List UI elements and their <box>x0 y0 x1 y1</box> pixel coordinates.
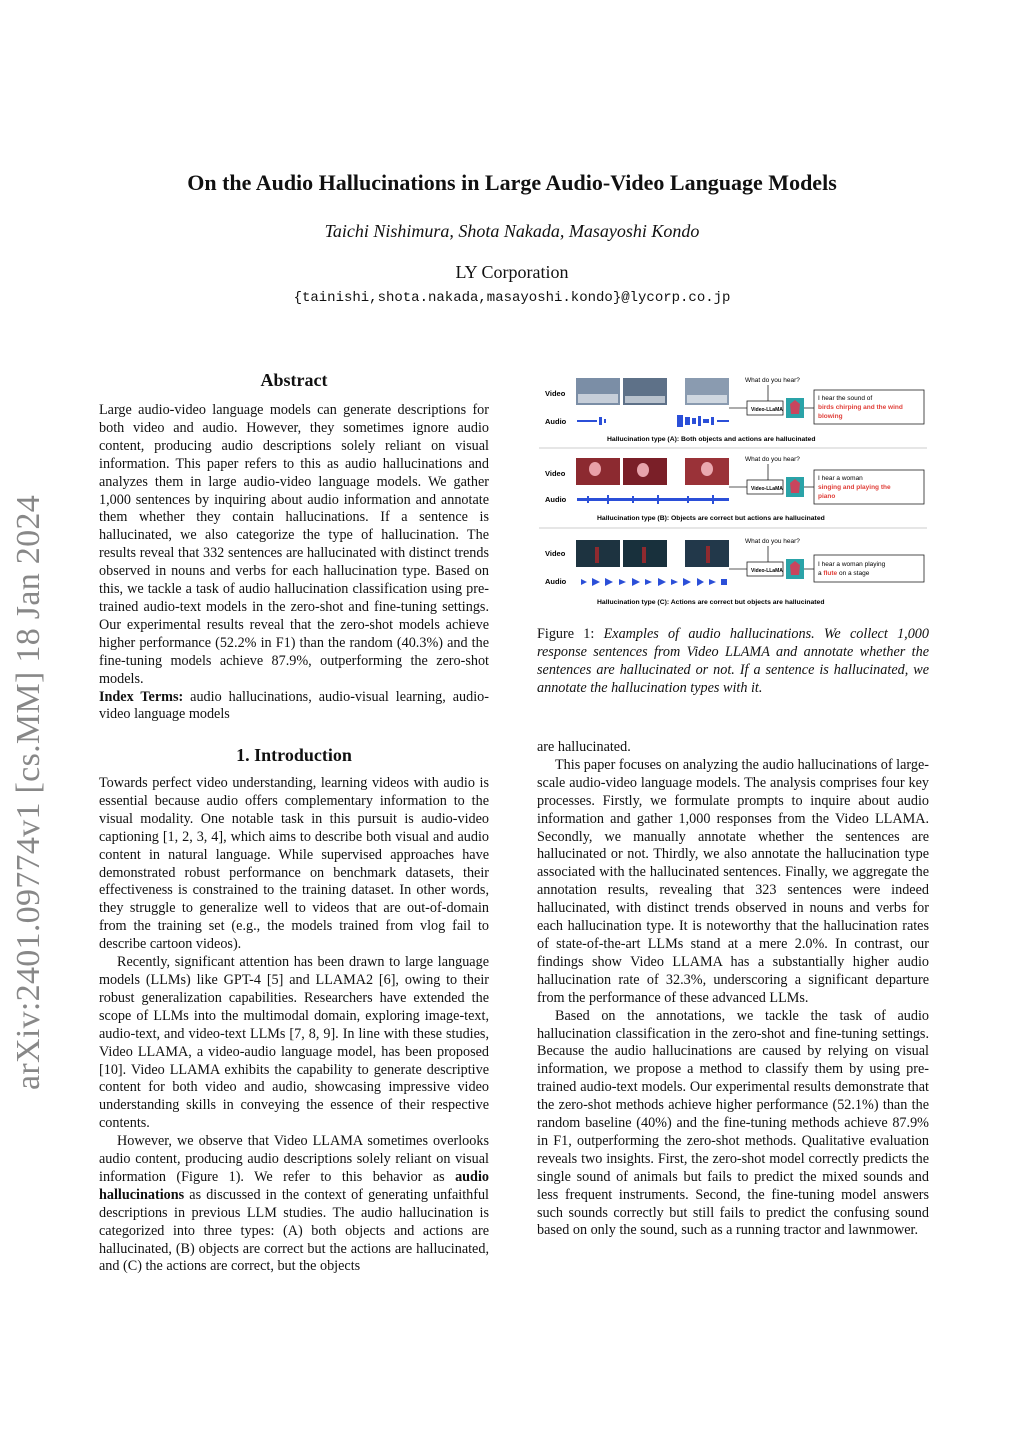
right-column-text <box>537 739 929 1240</box>
introduction-heading: 1. Introduction <box>236 745 352 765</box>
question-text: What do you hear? <box>745 456 800 463</box>
hallucination-type-label: Hallucination type (B): Objects are correct but actions are hallucinated <box>597 515 825 522</box>
question-text: What do you hear? <box>745 538 800 545</box>
caption-text: Examples of audio hallucinations. We collect 1,000 response sentences from Video LLAMA and annotate whether the sentences are hallucinated or not. If a sentence is hallucinated, we annotate the hallucination types with it. <box>537 626 929 696</box>
audio-label: Audio <box>545 495 567 504</box>
intro-paragraph-2: Recently, significant attention has been drawn to large language models (LLMs) like GPT-4 [5] and LLAMA2 [6], owing to their robust generalization capabilities. Researchers have extended the scope of LLMs into the multimodal domain, exploring image-text, audio-text, and video-text LLMs [7, 8, 9]. In line with these studies, Video LLAMA, a video-audio language model, has been proposed [10]. Video LLAMA exhibits the capability to generate descriptive content for both video and audio, showcasing impressive video understanding skills in conveying the essence of their respective contents. <box>99 954 489 1132</box>
model-label: Video-LLaMA <box>751 568 783 574</box>
response-text: a <box>818 570 824 577</box>
figure-1-graphic <box>537 374 929 614</box>
hallucinated-text: birds chirping and the wind <box>818 404 903 411</box>
hallucination-type-label: Hallucination type (C): Actions are correct but objects are hallucinated <box>597 599 825 606</box>
paper-title: On the Audio Hallucinations in Large Audio-Video Language Models <box>187 170 837 195</box>
hallucinated-text: piano <box>818 493 836 500</box>
hallucinated-text: blowing <box>818 413 843 420</box>
index-terms-label: Index Terms: <box>99 688 184 705</box>
arxiv-identifier: arXiv:2401.09774v1 [cs.MM] 18 Jan 2024 <box>10 494 47 1090</box>
response-text: on a stage <box>837 570 870 577</box>
video-label: Video <box>545 549 566 558</box>
audio-hallucinations-term: audio hallucinations <box>99 1168 489 1203</box>
caption-label: Figure 1: <box>537 626 595 642</box>
example-row-b <box>539 456 927 528</box>
response-line: I hear a woman <box>818 475 863 482</box>
video-label: Video <box>545 389 566 398</box>
affiliation: LY Corporation <box>455 262 569 282</box>
intro-paragraph-5: Based on the annotations, we tackle the task of audio hallucination classification in the zero-shot and fine-tuning settings. Because the audio hallucinations are caused by relying on visual information, we propose a method to classify them by using pre-trained audio-text models. Our experimental results demonstrate that the zero-shot methods achieve higher performance (52.1%) than the random baseline (40%) and the fine-tuning methods achieve 87.9% in F1, outperforming the zero-shot methods. Qualitative evaluation reveals two insights. First, the zero-shot model correctly predicts the single sound of animals but fails to predict the mixed sounds and less frequent instruments. Second, the fine-tuning model answers such sounds correctly but still fails to predict the confusing sound based on only the sound, such as a running tractor and lawnmower. <box>537 1007 929 1239</box>
figure-1-caption <box>537 626 929 698</box>
example-row-a <box>539 377 927 448</box>
audio-waveform <box>577 415 729 427</box>
figure-1 <box>537 374 929 614</box>
audio-label: Audio <box>545 417 567 426</box>
abstract-section <box>99 370 489 724</box>
audio-waveform <box>577 495 729 504</box>
intro-p3-start: However, we observe that Video LLAMA sometimes overlooks audio content, producing audio descriptions solely reliant on visual information (Figure 1). We refer to this behavior as <box>99 1133 489 1185</box>
abstract-text: Large audio-video language models can generate descriptions for both video and audio. However, they sometimes ignore audio content, producing audio descriptions solely reliant on visual information. This paper refers to this as audio hallucinations and analyzes them in large audio-video language models. We gather 1,000 sentences by inquiring about audio information and annotate them whether they contain hallucinations. If a sentence is hallucinated, we also categorize the type of hallucination. The results reveal that 332 sentences are hallucinated with distinct trends observed in nouns and verbs for each hallucination type. Based on this, we tackle a task of audio hallucination classification using pre-trained audio-text models in the zero-shot and fine-tuning settings. Our experimental results reveal that the zero-shot models achieve higher performance (52.2% in F1) than the random (40.3%) and the fine-tuning models achieve 87.9%, outperforming the zero-shot models. <box>99 402 489 687</box>
authors: Taichi Nishimura, Shota Nakada, Masayoshi Kondo <box>324 221 700 241</box>
question-text: What do you hear? <box>745 377 800 384</box>
intro-continuation: are hallucinated. <box>537 739 631 755</box>
response-line-2 <box>818 570 870 577</box>
hallucinated-text: singing and playing the <box>818 484 891 491</box>
intro-paragraph-1: Towards perfect video understanding, learning videos with audio is essential because audio offers complementary information to the visual modality. One notable task in this pursuit is audio-video captioning [1, 2, 3, 4], which aims to describe both visual and audio content in natural language. While supervised approaches have demonstrated robust performance on benchmark datasets, their effectiveness is constrained to the training dataset. In other words, they struggle to generalize well to videos that are out-of-domain from the training set (e.g., the models trained from vlog fail to describe cartoon videos). <box>99 775 489 953</box>
index-terms-text: audio hallucinations, audio-visual learning, audio-video language models <box>99 688 489 723</box>
emails: {tainishi,shota.nakada,masayoshi.kondo}@lycorp.co.jp <box>293 290 731 306</box>
intro-p3-end: as discussed in the context of generating unfaithful descriptions in previous LLM studies. The audio hallucination is categorized into three types: (A) both objects and actions are hallucinated, (B) objects are correct but the actions are hallucinated, and (C) the actions are correct, but the objects <box>99 1186 489 1275</box>
introduction-section <box>99 745 489 1276</box>
abstract-heading: Abstract <box>260 370 328 390</box>
response-line: I hear the sound of <box>818 395 873 402</box>
model-label: Video-LLaMA <box>751 407 783 413</box>
index-terms <box>99 689 489 725</box>
response-box <box>814 555 924 582</box>
audio-waveform <box>581 578 727 586</box>
hallucinated-text: flute <box>823 570 838 577</box>
example-row-c <box>545 538 924 606</box>
model-label: Video-LLaMA <box>751 486 783 492</box>
audio-label: Audio <box>545 577 567 586</box>
response-line: I hear a woman playing <box>818 561 886 568</box>
video-label: Video <box>545 469 566 478</box>
intro-paragraph-4: This paper focuses on analyzing the audio hallucinations of large-scale audio-video language models. The analysis comprises four key processes. Firstly, we formulate prompts to inquire about audio information and gather 1,000 responses from the Video LLAMA. Secondly, we manually annotate whether the sentences are hallucinated or not. Thirdly, we also annotate the hallucination type associated with the hallucinated sentences. Finally, we aggregate the annotation results, revealing that 323 sentences were indeed hallucinated, with distinct trends observed in nouns and verbs for each hallucination type. It is noteworthy that the hallucination rates of state-of-the-art LLMs stand at a mere 2.0%. In contrast, our findings show Video LLAMA has a substantially higher audio hallucination rate of 32.3%, underscoring a significant departure from the performance of these advanced LLMs. <box>537 756 929 1006</box>
intro-paragraph-3 <box>99 1133 489 1276</box>
hallucination-type-label: Hallucination type (A): Both objects and actions are hallucinated <box>607 436 816 443</box>
